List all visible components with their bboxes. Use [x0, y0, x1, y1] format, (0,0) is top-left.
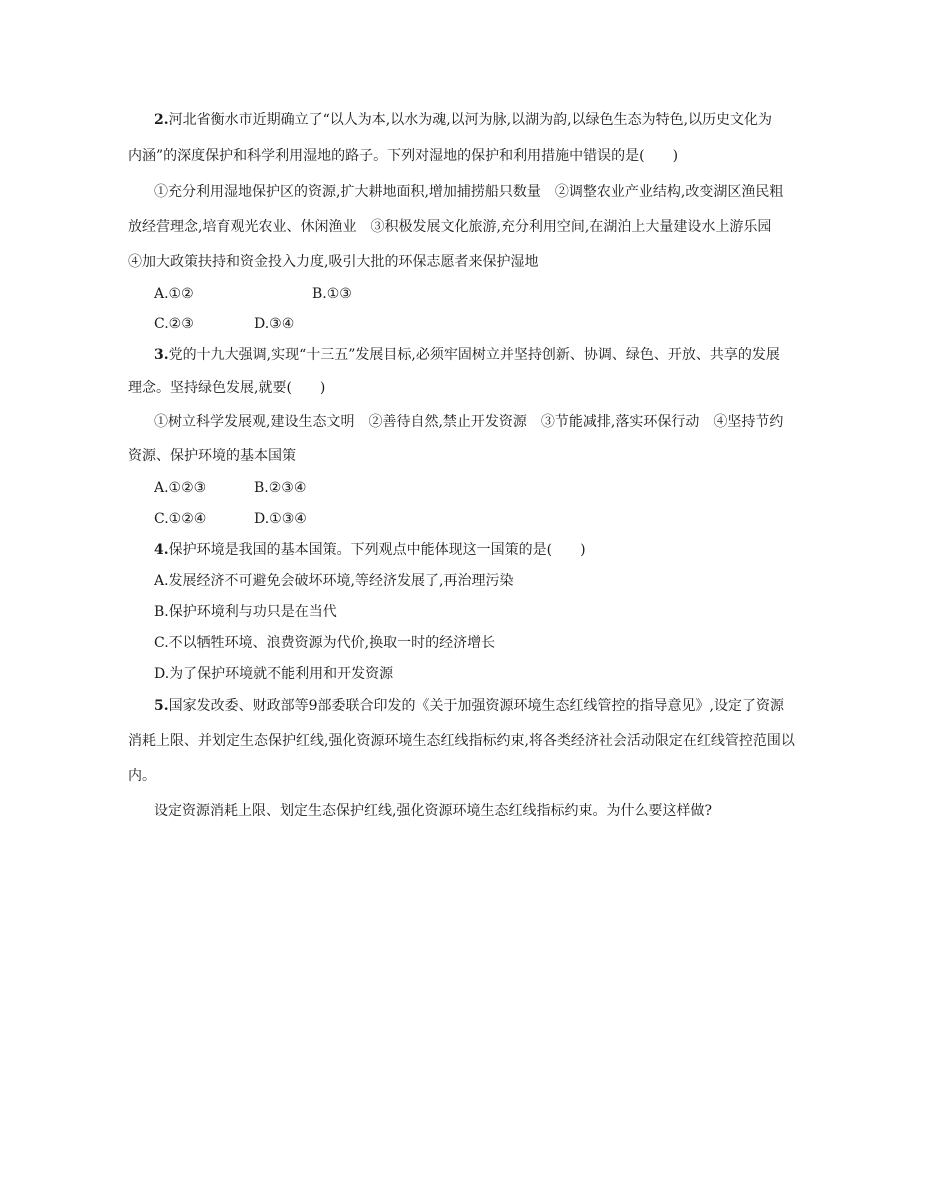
q3-option-c[interactable]: C.①②④	[154, 511, 207, 527]
q3-options-row1	[154, 478, 826, 498]
q2-stem-line1	[154, 110, 826, 130]
q2-items-line3: ④加大政策扶持和资金投入力度,吸引大批的环保志愿者来保护湿地	[128, 254, 539, 270]
q2-options-row2	[154, 314, 826, 334]
q4-stem-line1	[154, 540, 826, 560]
q2-option-c[interactable]: C.②③	[154, 316, 194, 332]
q3-stem-text1: 党的十九大强调,实现“十三五”发展目标,必须牢固树立并坚持创新、协调、绿色、开放、共享的发展	[168, 347, 780, 363]
q4-option-c[interactable]: C.不以牺牲环境、浪费资源为代价,换取一时的经济增长	[154, 635, 496, 651]
q5-stem-line2: 消耗上限、并划定生态保护红线,强化资源环境生态红线指标约束,将各类经济社会活动限定在红线管控范围以	[128, 733, 795, 749]
q3-items-line1: ①树立科学发展观,建设生态文明 ②善待自然,禁止开发资源 ③节能减排,落实环保行动 ④坚持节约	[154, 414, 784, 430]
q5-number: 5.	[154, 698, 169, 714]
q2-stem-text1: 河北省衡水市近期确立了“以人为本,以水为魂,以河为脉,以湖为韵,以绿色生态为特色,以历史文化为	[168, 112, 773, 128]
q3-option-a[interactable]: A.①②③	[154, 480, 207, 496]
q2-option-a[interactable]: A.①②	[154, 286, 194, 302]
q4-option-a[interactable]: A.发展经济不可避免会破坏环境,等经济发展了,再治理污染	[154, 573, 514, 589]
q3-items-line2: 资源、保护环境的基本国策	[128, 448, 296, 464]
q2-options-row1	[154, 284, 826, 304]
q3-stem-line2: 理念。坚持绿色发展,就要( )	[128, 380, 326, 396]
q2-number: 2.	[154, 112, 169, 128]
q5-stem-text1: 国家发改委、财政部等9部委联合印发的《关于加强资源环境生态红线管控的指导意见》,设定了资源	[168, 698, 784, 714]
q5-prompt: 设定资源消耗上限、划定生态保护红线,强化资源环境生态红线指标约束。为什么要这样做?	[154, 803, 712, 819]
q3-stem-line1	[154, 345, 826, 365]
q4-option-b[interactable]: B.保护环境利与功只是在当代	[154, 604, 337, 620]
q2-option-d[interactable]: D.③④	[254, 316, 295, 332]
q4-number: 4.	[154, 542, 169, 558]
q3-number: 3.	[154, 347, 169, 363]
q4-option-d[interactable]: D.为了保护环境就不能利用和开发资源	[154, 666, 394, 682]
q2-items-line2: 放经营理念,培育观光农业、休闲渔业 ③积极发展文化旅游,充分利用空间,在湖泊上大量建设水上游乐园	[128, 219, 772, 235]
q3-options-row2	[154, 509, 826, 529]
q5-stem-line1	[154, 696, 826, 716]
q3-option-d[interactable]: D.①③④	[254, 511, 307, 527]
q2-option-b[interactable]: B.①③	[312, 286, 352, 302]
q2-stem-line2: 内涵”的深度保护和科学利用湿地的路子。下列对湿地的保护和利用措施中错误的是( )	[128, 148, 679, 164]
q5-stem-line3: 内。	[128, 768, 156, 784]
q2-items-line1: ①充分利用湿地保护区的资源,扩大耕地面积,增加捕捞船只数量 ②调整农业产业结构,改变湖区渔民粗	[154, 184, 784, 200]
q4-stem-text1: 保护环境是我国的基本国策。下列观点中能体现这一国策的是( )	[168, 542, 586, 558]
q3-option-b[interactable]: B.②③④	[254, 480, 307, 496]
